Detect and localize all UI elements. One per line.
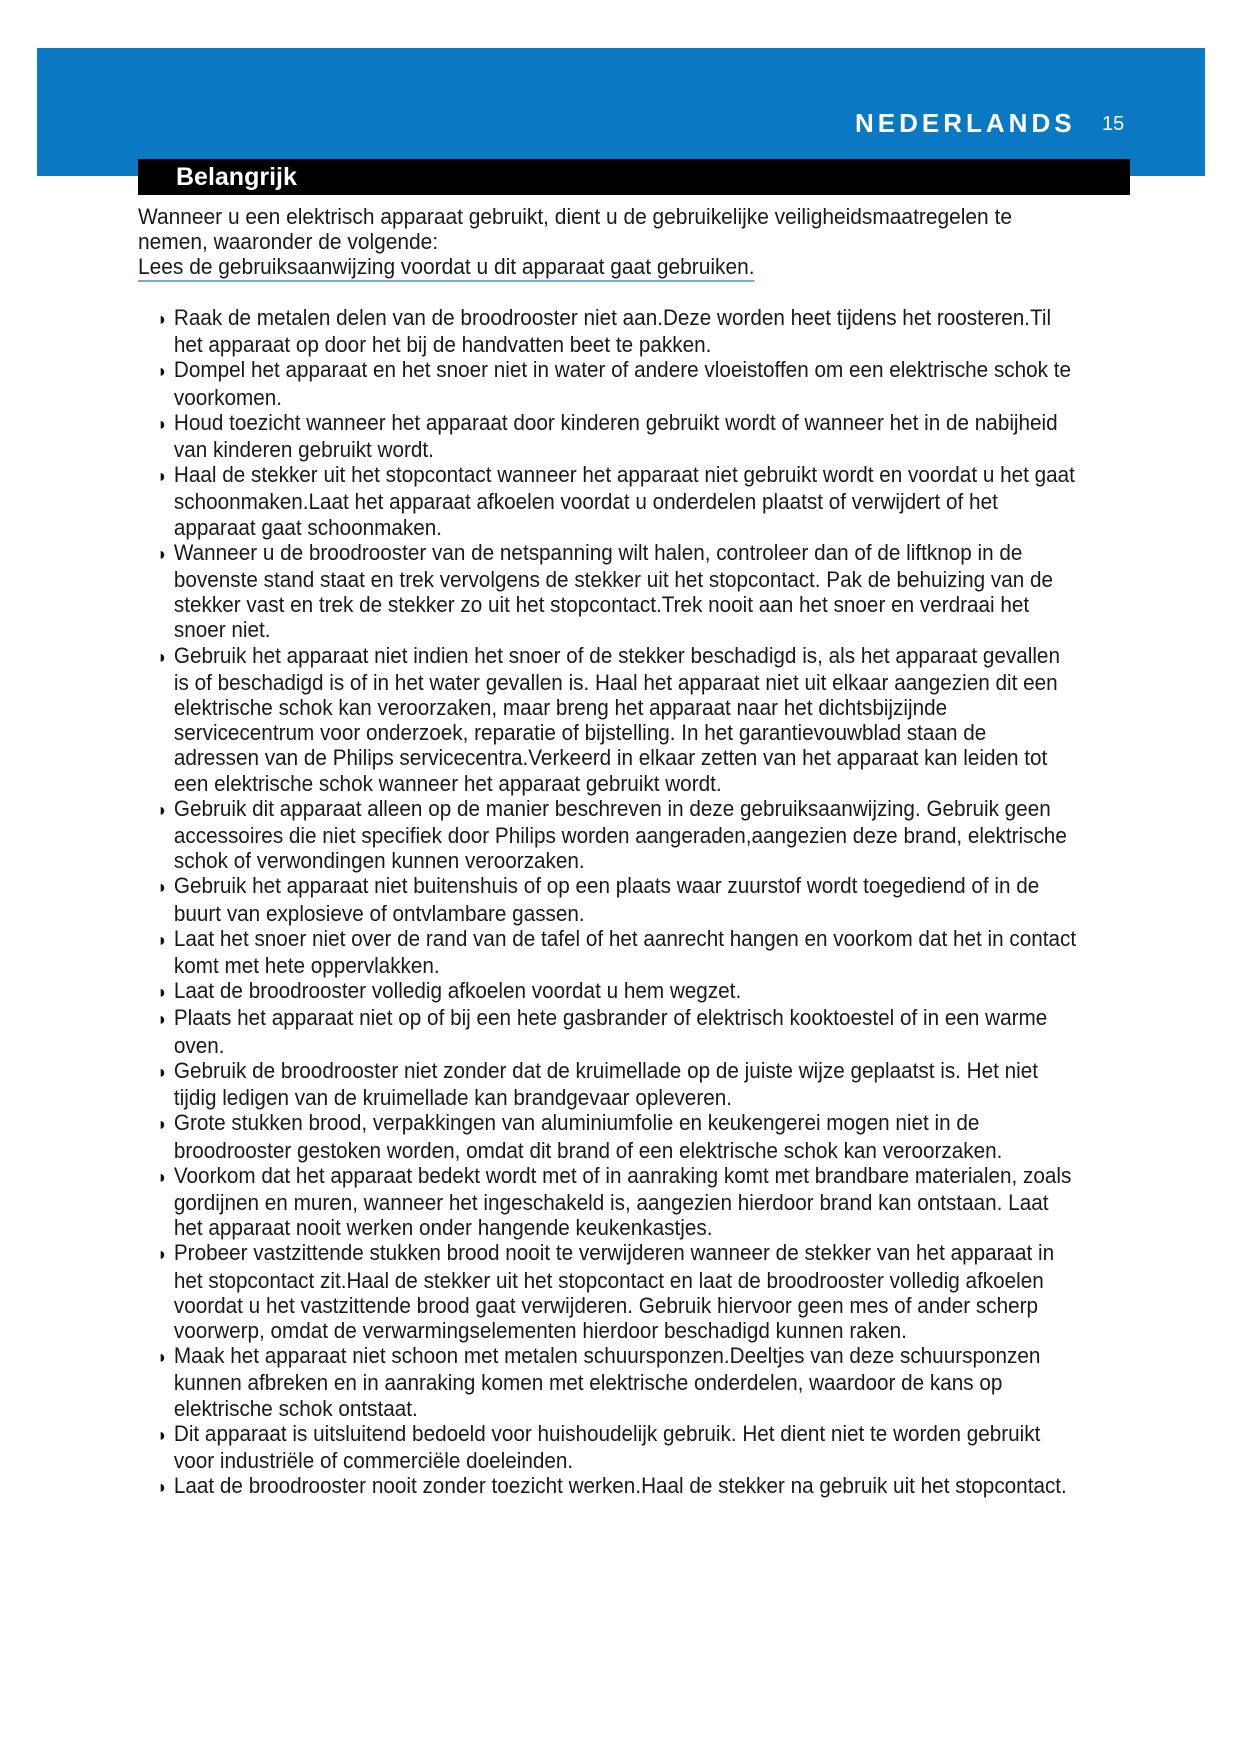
bullet-icon: ◗ bbox=[157, 413, 168, 434]
warning-text: Laat de broodrooster volledig afkoelen voordat u hem wegzet. bbox=[173, 978, 742, 1004]
warning-text: Dit apparaat is uitsluitend bedoeld voor huishoudelijk gebruik. Het dient niet te worden gebruikt voor industriële of commerciële doeleinden. bbox=[173, 1420, 1041, 1473]
warning-text: Haal de stekker uit het stopcontact wanneer het apparaat niet gebruikt wordt en voordat u het gaat schoonmaken.Laat het apparaat afkoelen voordat u onderdelen plaatst of verwijdert of het apparaat gaat schoonmaken. bbox=[173, 462, 1075, 540]
bullet-icon: ◗ bbox=[157, 1424, 168, 1445]
warning-item bbox=[138, 1005, 1076, 1057]
warning-item bbox=[138, 1240, 1076, 1343]
warning-text: Probeer vastzittende stukken brood nooit te verwijderen wanneer de stekker van het apparaat in het stopcontact zit.Haal de stekker uit het stopcontact en laat de broodrooster volledig afkoelen voordat u het vastzittende brood gaat verwijderen. Gebruik hiervoor geen mes of ander scherp voorwerp, omdat de verwarmingselementen hierdoor beschadigd kunnen raken. bbox=[173, 1240, 1055, 1343]
bullet-icon: ◗ bbox=[157, 1061, 168, 1082]
bullet-icon: ◗ bbox=[157, 309, 168, 329]
bullet-icon: ◗ bbox=[157, 1166, 168, 1187]
warning-item bbox=[138, 540, 1076, 643]
warning-text: Raak de metalen delen van de broodrooster niet aan.Deze worden heet tijdens het roosteren.Til het apparaat op door het bij de handvatten beet te pakken. bbox=[173, 305, 1052, 358]
bullet-icon: ◗ bbox=[157, 929, 168, 950]
intro-line: Wanneer u een elektrisch apparaat gebruikt, dient u de gebruikelijke veiligheidsmaatregelen te nemen, waaronder de volgende: bbox=[138, 204, 1012, 254]
bullet-icon: ◗ bbox=[157, 799, 168, 820]
language-label: NEDERLANDS bbox=[855, 108, 1076, 138]
warning-text: Wanneer u de broodrooster van de netspanning wilt halen, controleer dan of de liftknop in de bovenste stand staat en trek vervolgens de stekker uit het stopcontact. Pak de behuizing van de stekker vast en trek de stekker zo uit het stopcontact.Trek nooit aan het snoer en verdraai het snoer niet. bbox=[173, 539, 1054, 643]
warning-text: Maak het apparaat niet schoon met metalen schuursponzen.Deeltjes van deze schuursponzen kunnen afbreken en in aanraking komen met elektrische onderdelen, waardoor de kans op elektrische schok ontstaat. bbox=[173, 1343, 1041, 1421]
warning-item bbox=[138, 926, 1076, 978]
warning-text: Plaats het apparaat niet op of bij een hete gasbrander of elektrisch kooktoestel of in een warme oven. bbox=[173, 1005, 1048, 1058]
warning-item bbox=[138, 1343, 1076, 1421]
warning-text: Houd toezicht wanneer het apparaat door kinderen gebruikt wordt of wanneer het in de nabijheid van kinderen gebruikt wordt. bbox=[173, 409, 1058, 463]
intro-text bbox=[138, 204, 1059, 282]
warning-item bbox=[138, 796, 1076, 874]
warning-item bbox=[138, 1058, 1076, 1110]
bullet-icon: ◗ bbox=[157, 1114, 168, 1135]
warning-item bbox=[138, 1473, 1076, 1500]
bullet-icon: ◗ bbox=[157, 1347, 168, 1368]
bullet-icon: ◗ bbox=[157, 646, 168, 667]
page-number: 15 bbox=[1102, 113, 1125, 135]
warning-text: Laat de broodrooster nooit zonder toezicht werken.Haal de stekker na gebruik uit het stopcontact. bbox=[173, 1473, 1067, 1499]
warning-item bbox=[138, 305, 1076, 357]
warning-item bbox=[138, 1421, 1076, 1473]
section-title: Belangrijk bbox=[176, 163, 297, 191]
warning-text: Gebruik het apparaat niet indien het snoer of de stekker beschadigd is, als het apparaat gevallen is of beschadigd is of in het water gevallen is. Haal het apparaat niet uit elkaar aangezien dit een elektrische schok kan veroorzaken, maar breng het apparaat naar het dichtsbijzijnde servicecentrum voor onderzoek, reparatie of bijstelling. In het garantievouwblad staan de adressen van de Philips servicecentra.Verkeerd in elkaar zetten van het apparaat kan leiden tot een elektrische schok wanneer het apparaat gebruikt wordt. bbox=[173, 642, 1060, 796]
warning-text: Grote stukken brood, verpakkingen van aluminiumfolie en keukengerei mogen niet in de broodrooster gestoken worden, omdat dit brand of een elektrische schok kan veroorzaken. bbox=[173, 1110, 1003, 1163]
warning-item bbox=[138, 643, 1076, 796]
bullet-icon: ◗ bbox=[157, 1009, 168, 1030]
safety-warnings-list bbox=[138, 305, 1076, 1500]
warning-item bbox=[138, 873, 1076, 925]
bullet-icon: ◗ bbox=[157, 466, 168, 487]
bullet-icon: ◗ bbox=[157, 1477, 168, 1498]
warning-text: Gebruik dit apparaat alleen op de manier beschreven in deze gebruiksaanwijzing. Gebruik geen accessoires die niet specifiek door Philips worden aangeraden,aangezien deze brand, elektrische schok of verwondingen kunnen veroorzaken. bbox=[173, 795, 1067, 874]
warning-text: Gebruik de broodrooster niet zonder dat de kruimellade op de juiste wijze geplaatst is. Het niet tijdig ledigen van de kruimellade kan brandgevaar opleveren. bbox=[173, 1057, 1039, 1111]
warning-item bbox=[138, 357, 1076, 409]
warning-item bbox=[138, 410, 1076, 462]
warning-item bbox=[138, 978, 1076, 1005]
warning-item bbox=[138, 1163, 1076, 1241]
bullet-icon: ◗ bbox=[157, 1244, 168, 1265]
section-bar bbox=[138, 159, 1130, 195]
warning-item bbox=[138, 1110, 1076, 1162]
bullet-icon: ◗ bbox=[157, 543, 168, 564]
bullet-icon: ◗ bbox=[157, 982, 168, 1003]
warning-text: Dompel het apparaat en het snoer niet in water of andere vloeistoffen om een elektrische schok te voorkomen. bbox=[173, 357, 1072, 410]
intro-instruction: Lees de gebruiksaanwijzing voordat u dit apparaat gaat gebruiken. bbox=[138, 254, 755, 282]
warning-text: Voorkom dat het apparaat bedekt wordt met of in aanraking komt met brandbare materialen, zoals gordijnen en muren, wanneer het ingeschakeld is, aangezien hierdoor brand kan ontstaan. Laat het apparaat nooit werken onder hangende keukenkastjes. bbox=[173, 1162, 1072, 1241]
warning-text: Laat het snoer niet over de rand van de tafel of het aanrecht hangen en voorkom dat het in contact komt met hete oppervlakken. bbox=[173, 925, 1077, 979]
warning-text: Gebruik het apparaat niet buitenshuis of op een plaats waar zuurstof wordt toegediend of in de buurt van explosieve of ontvlambare gassen. bbox=[173, 873, 1040, 926]
bullet-icon: ◗ bbox=[157, 877, 168, 898]
bullet-icon: ◗ bbox=[157, 361, 168, 382]
warning-item bbox=[138, 462, 1076, 540]
